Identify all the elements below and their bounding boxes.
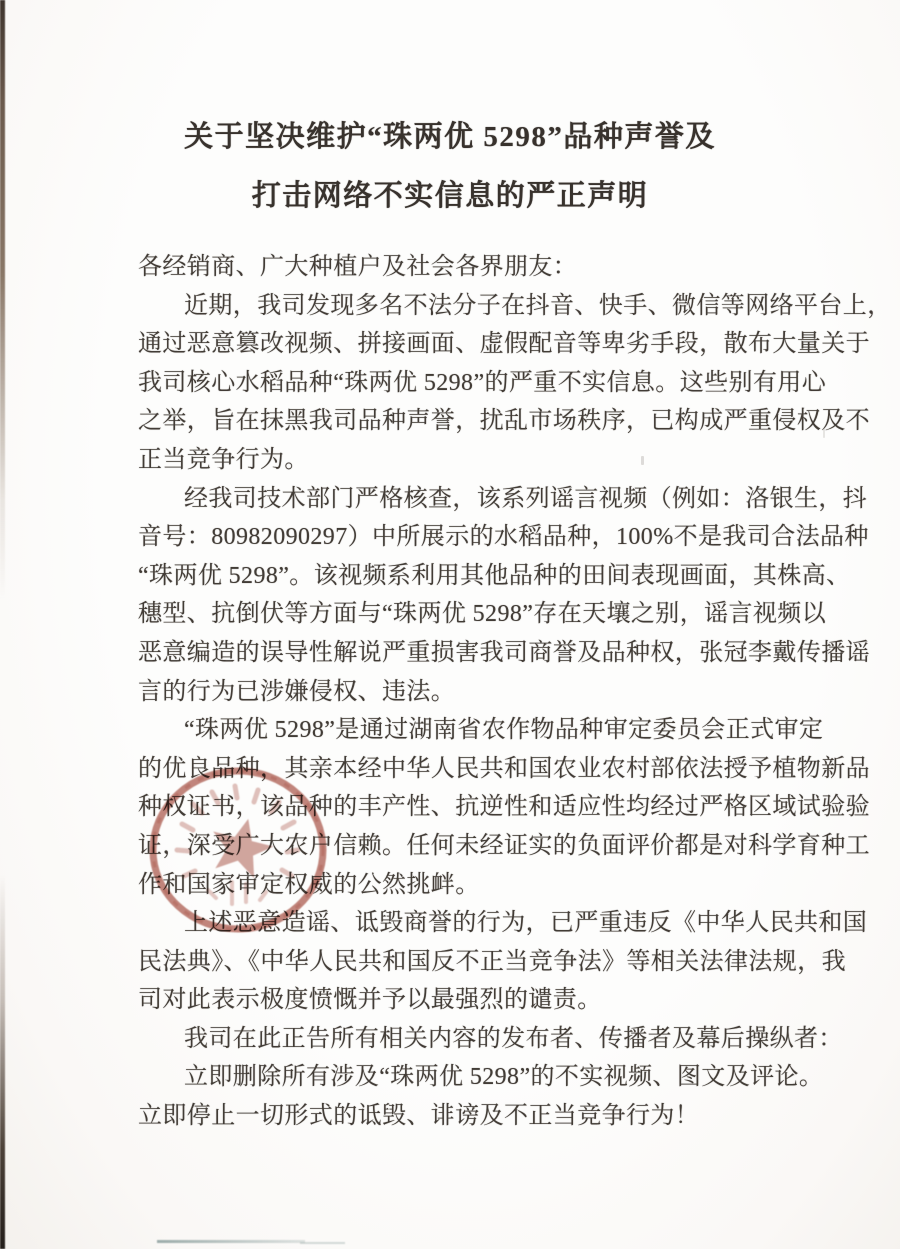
body-line: 言的行为已涉嫌侵权、违法。 [138,678,456,705]
scan-speck [701,957,707,960]
body-line: 我司核心水稻品种“珠两优 5298”的严重不实信息。这些别有用心 [138,369,827,396]
body-line: 经我司技术部门严格核查，该系列谣言视频（例如：洛银生，抖 [184,485,868,512]
body-line: 正当竞争行为。 [138,446,309,473]
body-line: 穗型、抗倒伏等方面与“珠两优 5298”存在天壤之别，谣言视频以 [138,601,827,628]
body-line: “珠两优 5298”。该视频系利用其他品种的田间表现画面，其株高、 [138,562,851,589]
scan-bottom-line-artifact [300,1242,345,1244]
body-line: 我司在此正告所有相关内容的发布者、传播者及幕后操纵者： [184,1025,843,1052]
body-line: 上述恶意造谣、诋毁商誉的行为，已严重违反《中华人民共和国 [184,910,868,937]
scan-bottom-line-artifact [157,1240,305,1243]
body-line: 立即停止一切形式的诋毁、诽谤及不正当竞争行为！ [138,1103,700,1130]
body-line: 种权证书，该品种的丰产性、抗逆性和适应性均经过严格区域试验验 [138,794,870,821]
body-line: 音号：80982090297）中所展示的水稻品种，100%不是我司合法品种 [138,524,869,551]
body-line: 立即删除所有涉及“珠两优 5298”的不实视频、图文及评论。 [184,1064,824,1091]
document-title [0,108,900,226]
body-line: 恶意编造的误导性解说严重损害我司商誉及品种权，张冠李戴传播谣 [138,639,870,666]
body-line: 之举，旨在抹黑我司品种声誉，扰乱市场秩序，已构成严重侵权及不 [138,408,870,435]
document-title-line-1: 关于坚决维护“珠两优 5298”品种声誉及 [184,121,716,153]
body-line-salutation: 各经销商、广大种植户及社会各界朋友： [138,254,578,280]
body-line: 司对此表示极度愤慨并予以最强烈的谴责。 [138,987,602,1014]
body-line: 作和国家审定权威的公然挑衅。 [138,871,480,898]
scan-speck [641,456,644,465]
scan-speck [823,428,825,438]
body-line: “珠两优 5298”是通过湖南省农作物品种审定委员会正式审定 [184,717,824,744]
document-title-line-2: 打击网络不实信息的严正声明 [251,180,649,212]
body-line: 民法典》、《中华人民共和国反不正当竞争法》等相关法律法规，我 [138,948,846,975]
body-line: 的优良品种，其亲本经中华人民共和国农业农村部依法授予植物新品 [138,755,870,782]
document-body [138,248,892,1136]
body-line: 近期，我司发现多名不法分子在抖音、快手、微信等网络平台上， [184,292,892,319]
body-line: 证，深受广大农户信赖。任何未经证实的负面评价都是对科学育种工 [138,832,870,859]
body-line: 通过恶意篡改视频、拼接画面、虚假配音等卑劣手段，散布大量关于 [138,331,870,358]
